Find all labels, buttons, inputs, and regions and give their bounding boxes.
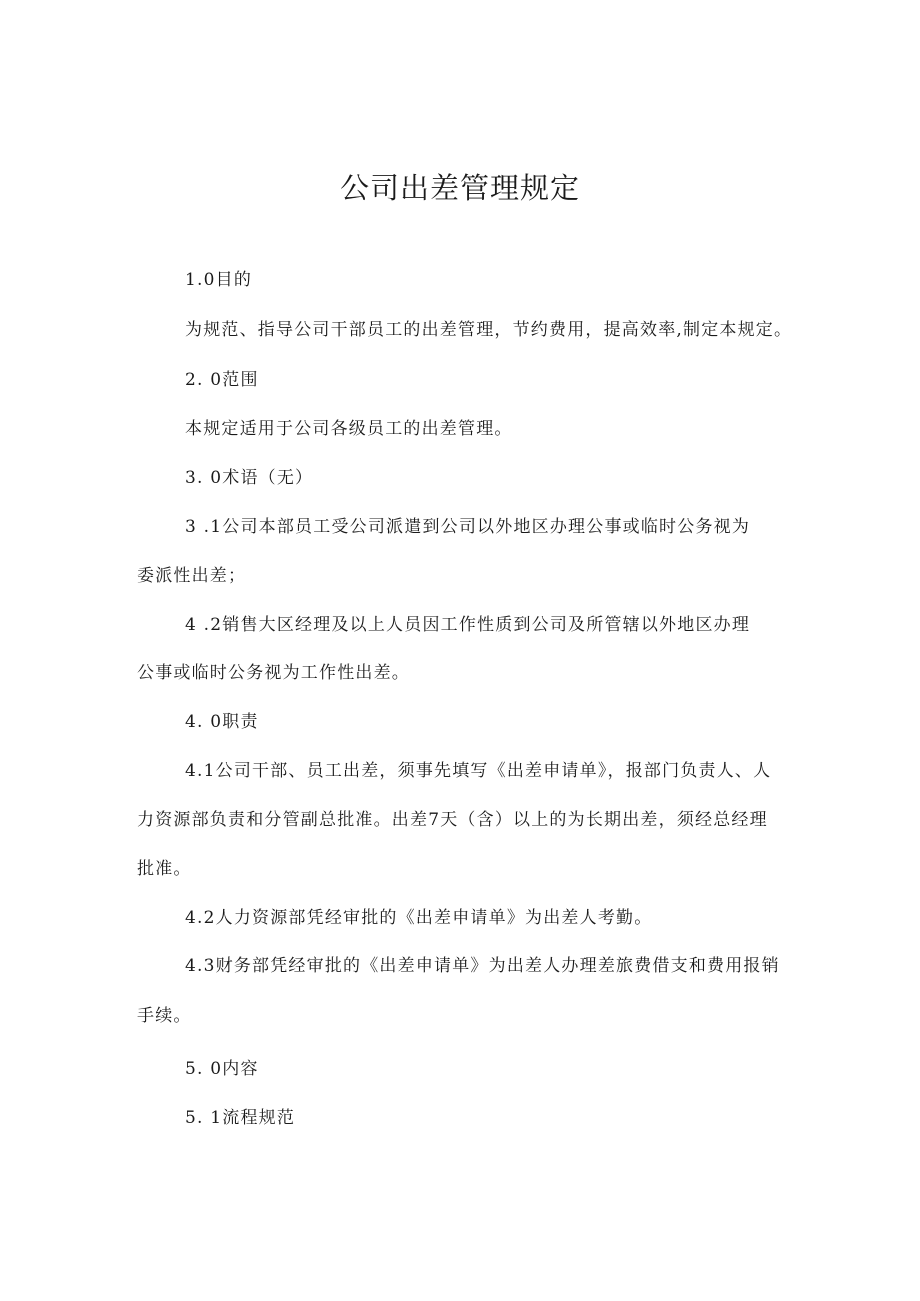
subsection-heading-process: 5. 1流程规范 [185, 1108, 296, 1128]
paragraph-line: 力资源部负责和分管副总批准。出差7天（含）以上的为长期出差，须经总经理 [137, 810, 768, 830]
paragraph-line: 为规范、指导公司干部员工的出差管理，节约费用，提高效率,制定本规定。 [185, 320, 793, 340]
paragraph-line: 批准。 [137, 859, 192, 879]
paragraph-line: 手续。 [137, 1006, 192, 1026]
paragraph-line: 4.1公司干部、员工出差，须事先填写《出差申请单》，报部门负责人、人 [185, 761, 772, 781]
paragraph-line: 委派性出差； [137, 566, 247, 586]
paragraph-line: 3 .1公司本部员工受公司派遣到公司以外地区办理公事或临时公务视为 [185, 517, 751, 537]
paragraph-line: 4 .2销售大区经理及以上人员因工作性质到公司及所管辖以外地区办理 [185, 615, 751, 635]
paragraph-line: 本规定适用于公司各级员工的出差管理。 [185, 419, 513, 439]
section-heading-scope: 2. 0范围 [185, 370, 259, 390]
paragraph-line: 4.3财务部凭经审批的《出差申请单》为出差人办理差旅费借支和费用报销 [185, 956, 780, 976]
section-heading-content: 5. 0内容 [185, 1059, 259, 1079]
section-heading-purpose: 1.0目的 [185, 270, 253, 290]
paragraph-line: 4.2人力资源部凭经审批的《出差申请单》为出差人考勤。 [185, 908, 653, 928]
paragraph-line: 公事或临时公务视为工作性出差。 [137, 663, 410, 683]
document-title: 公司出差管理规定 [339, 171, 580, 205]
section-heading-terms: 3. 0术语（无） [185, 468, 314, 488]
section-heading-duties: 4. 0职责 [185, 712, 259, 732]
